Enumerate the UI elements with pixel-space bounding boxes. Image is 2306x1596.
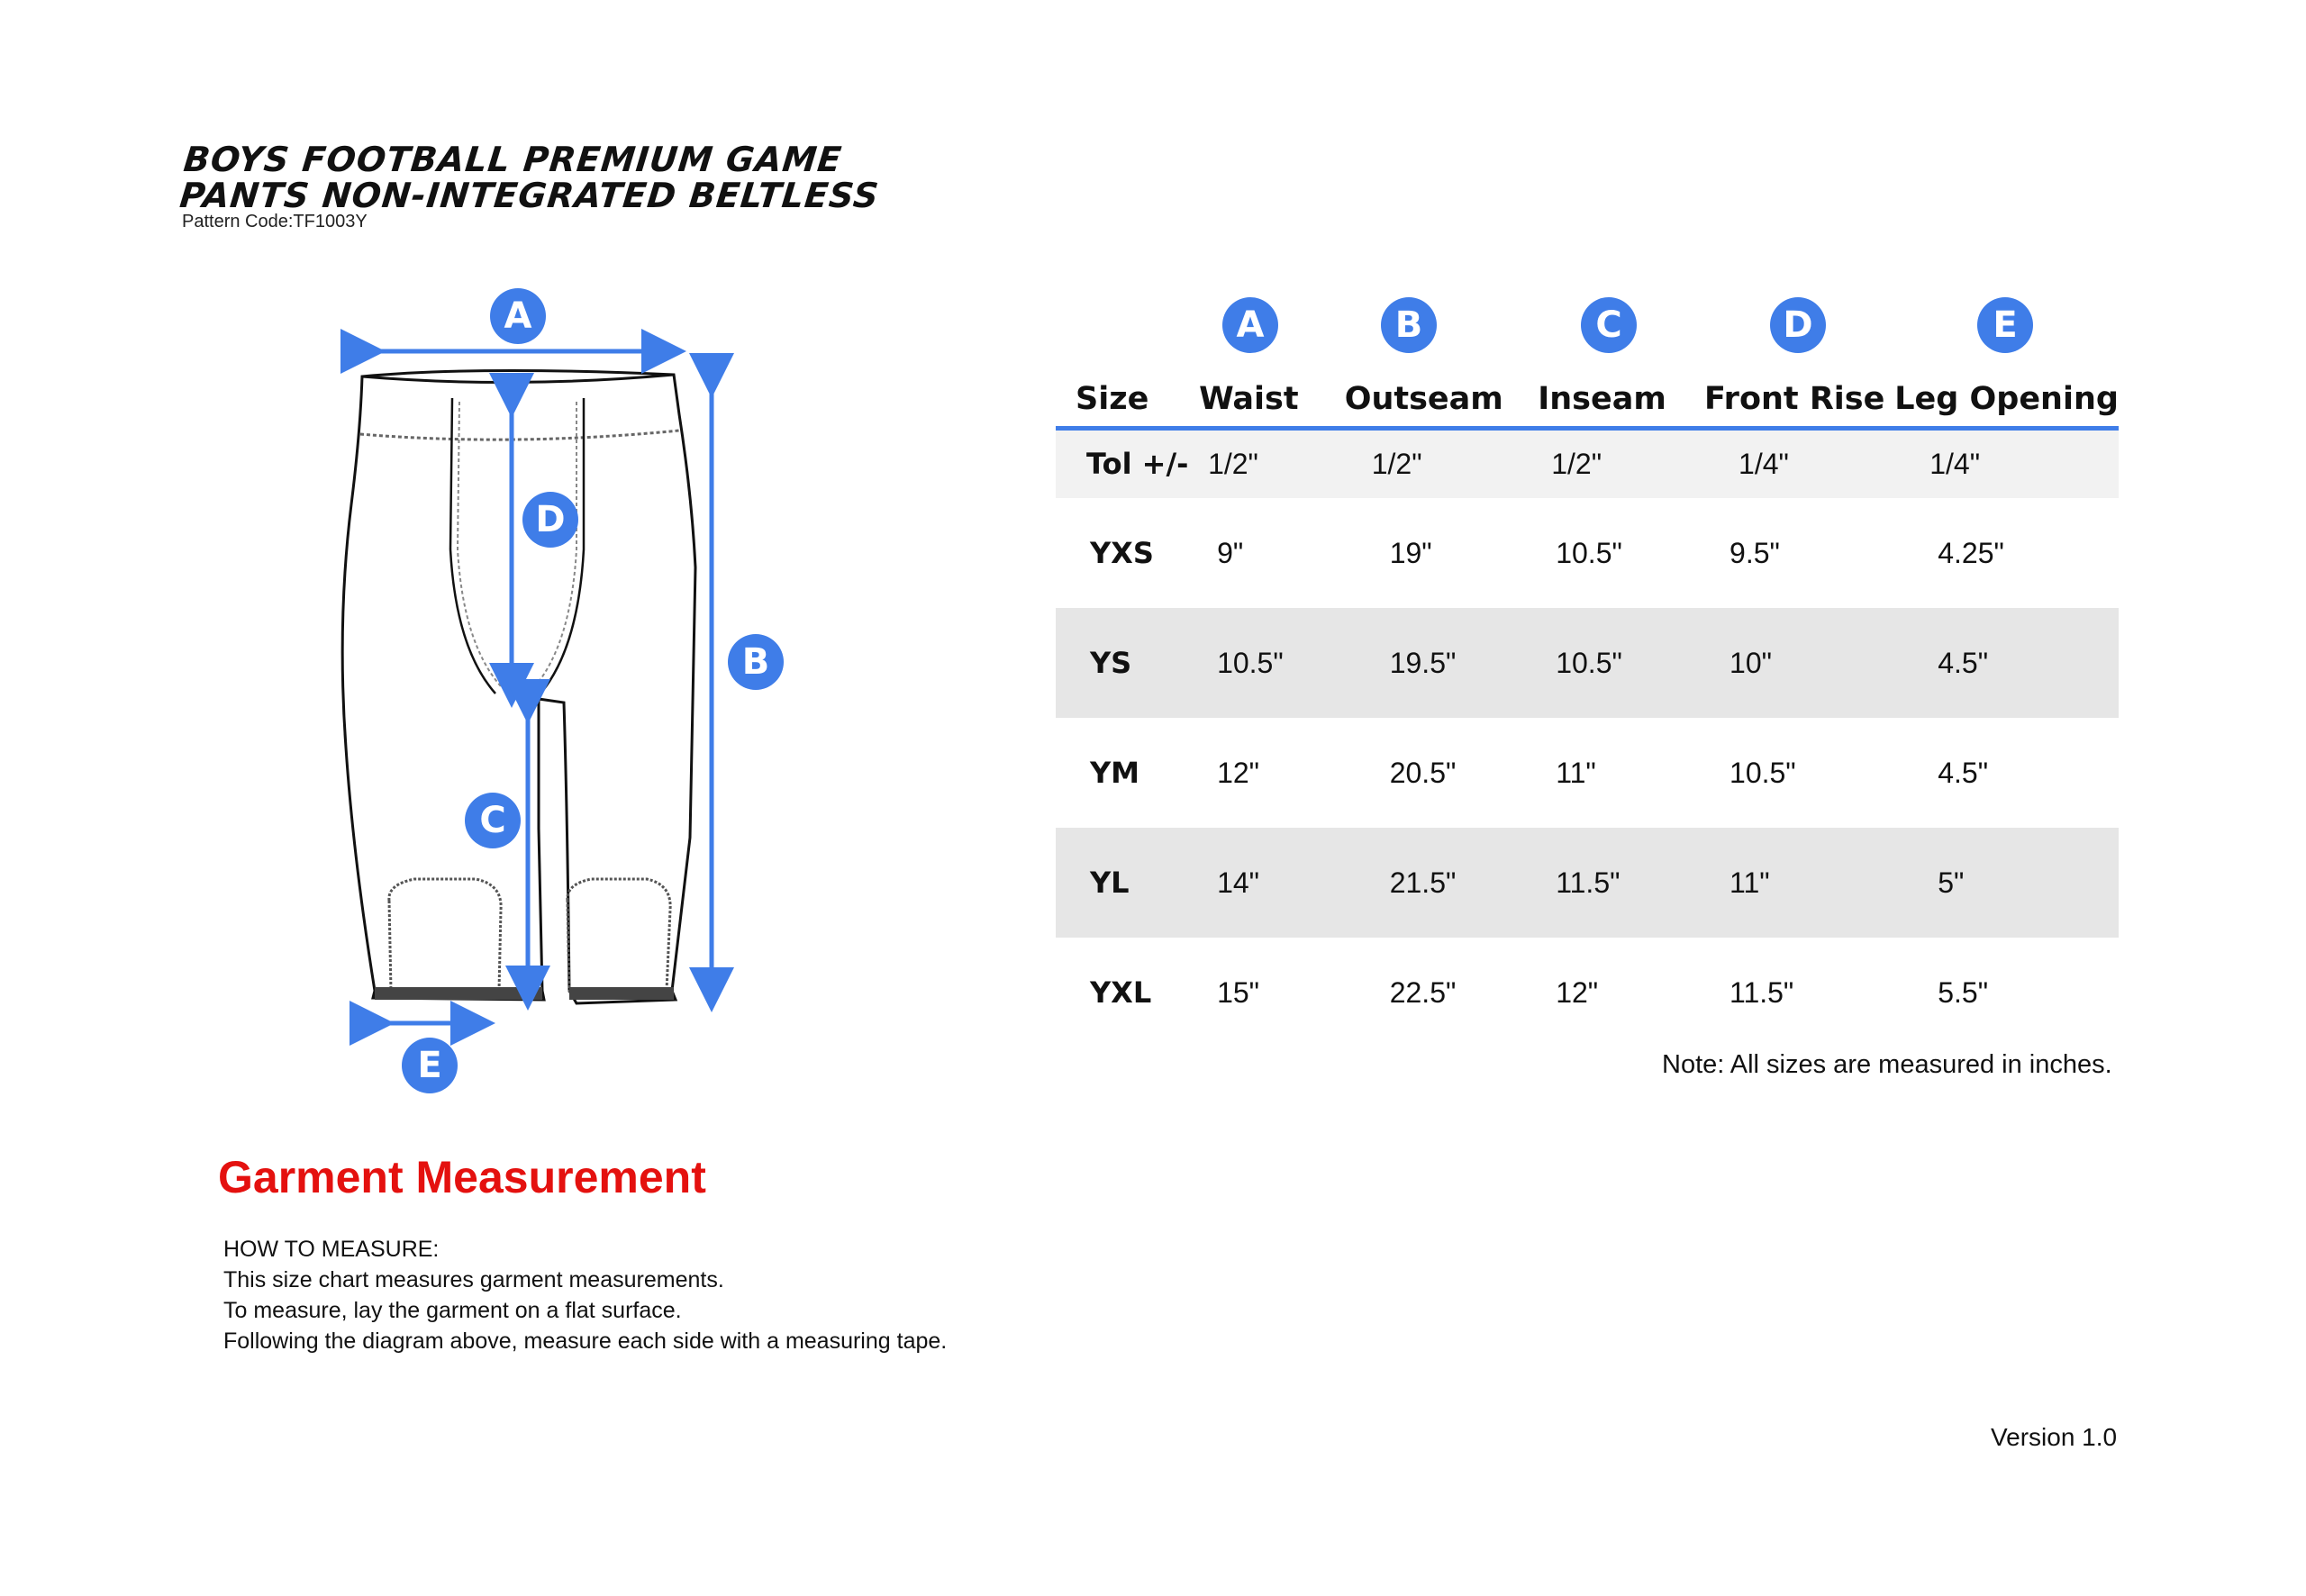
- tolerance-row: [1056, 428, 2119, 498]
- column-badge-c: C: [1581, 297, 1637, 353]
- label-b-badge: B: [728, 634, 784, 690]
- front-rise-value: 11.5": [1730, 975, 1794, 1009]
- waist-value: 14": [1190, 828, 1336, 938]
- leg-opening-value: 4.5": [1938, 756, 1989, 789]
- waist-value: 12": [1217, 756, 1260, 789]
- tolerance-inseam: 1/2": [1520, 428, 1693, 498]
- outseam-value: 21.5": [1336, 828, 1521, 938]
- table-row: [1056, 828, 2119, 938]
- inseam-value: 12": [1556, 975, 1599, 1009]
- how-to-heading: HOW TO MEASURE:: [223, 1237, 440, 1262]
- how-to-line-3: Following the diagram above, measure each side with a measuring tape.: [223, 1328, 948, 1354]
- pants-illustration: [297, 279, 802, 1108]
- pattern-code: Pattern Code:TF1003Y: [182, 212, 368, 231]
- header-waist: Waist: [1190, 356, 1336, 428]
- leg-opening-value: 5.5": [1938, 975, 1989, 1009]
- tolerance-outseam: 1/2": [1336, 428, 1521, 498]
- table-row: [1056, 718, 2119, 828]
- title-line-1: BOYS FOOTBALL PREMIUM GAME: [181, 140, 844, 179]
- table-row: [1056, 608, 2119, 718]
- tolerance-label: Tol +/-: [1056, 428, 1190, 498]
- size-label: YXS: [1090, 536, 1154, 570]
- size-label: YL: [1056, 828, 1190, 938]
- column-badge-b: B: [1381, 297, 1437, 353]
- header-outseam: Outseam: [1336, 356, 1521, 428]
- outseam-value: 22.5": [1389, 975, 1457, 1009]
- header-leg-opening: Leg Opening: [1889, 356, 2119, 428]
- label-a-badge: A: [490, 288, 546, 344]
- how-to-line-1: This size chart measures garment measurements.: [223, 1267, 724, 1292]
- front-rise-value: 10.5": [1730, 756, 1796, 789]
- outseam-value: 19": [1389, 536, 1432, 569]
- column-badge-a: A: [1222, 297, 1278, 353]
- leg-opening-value: 4.5": [1889, 608, 2119, 718]
- tolerance-front-rise: 1/4": [1693, 428, 1889, 498]
- outseam-value: 19.5": [1336, 608, 1521, 718]
- inseam-value: 11": [1556, 756, 1596, 789]
- size-label: YXL: [1090, 975, 1152, 1010]
- label-c-badge: C: [465, 793, 521, 848]
- table-row: [1056, 938, 2119, 1047]
- label-d-badge: D: [522, 492, 578, 548]
- leg-opening-value: 4.25": [1938, 536, 2004, 569]
- inseam-value: 10.5": [1520, 608, 1693, 718]
- label-e-badge: E: [402, 1038, 458, 1093]
- outseam-value: 20.5": [1389, 756, 1457, 789]
- pants-outline: [342, 370, 695, 1003]
- left-cuff: [375, 987, 542, 1000]
- header-front-rise: Front Rise: [1693, 356, 1889, 428]
- front-rise-value: 10": [1693, 608, 1889, 718]
- waist-value: 15": [1217, 975, 1260, 1009]
- table-row: [1056, 498, 2119, 608]
- right-cuff: [569, 987, 674, 1000]
- column-badge-d: D: [1770, 297, 1826, 353]
- how-to-measure: [223, 1234, 947, 1356]
- leg-opening-value: 5": [1889, 828, 2119, 938]
- size-label: YS: [1056, 608, 1190, 718]
- size-label: YM: [1090, 756, 1140, 790]
- document-title: [178, 141, 885, 213]
- version-label: Version 1.0: [1991, 1423, 2118, 1451]
- inseam-value: 10.5": [1556, 536, 1622, 569]
- tolerance-leg-opening: 1/4": [1889, 428, 2119, 498]
- front-rise-value: 11": [1693, 828, 1889, 938]
- units-note: Note: All sizes are measured in inches.: [1662, 1050, 2112, 1079]
- waist-value: 10.5": [1190, 608, 1336, 718]
- title-line-2: PANTS NON-INTEGRATED BELTLESS: [177, 176, 882, 215]
- size-chart-table: [1056, 356, 2119, 1047]
- column-badge-e: E: [1977, 297, 2033, 353]
- section-heading: Garment Measurement: [218, 1152, 706, 1202]
- front-rise-value: 9.5": [1730, 536, 1780, 569]
- inseam-value: 11.5": [1520, 828, 1693, 938]
- how-to-line-2: To measure, lay the garment on a flat surface.: [223, 1298, 682, 1323]
- tolerance-waist: 1/2": [1190, 428, 1336, 498]
- header-inseam: Inseam: [1520, 356, 1693, 428]
- table-header-row: [1056, 356, 2119, 428]
- header-size: Size: [1056, 356, 1190, 428]
- pants-diagram: [297, 279, 802, 1108]
- waist-value: 9": [1217, 536, 1244, 569]
